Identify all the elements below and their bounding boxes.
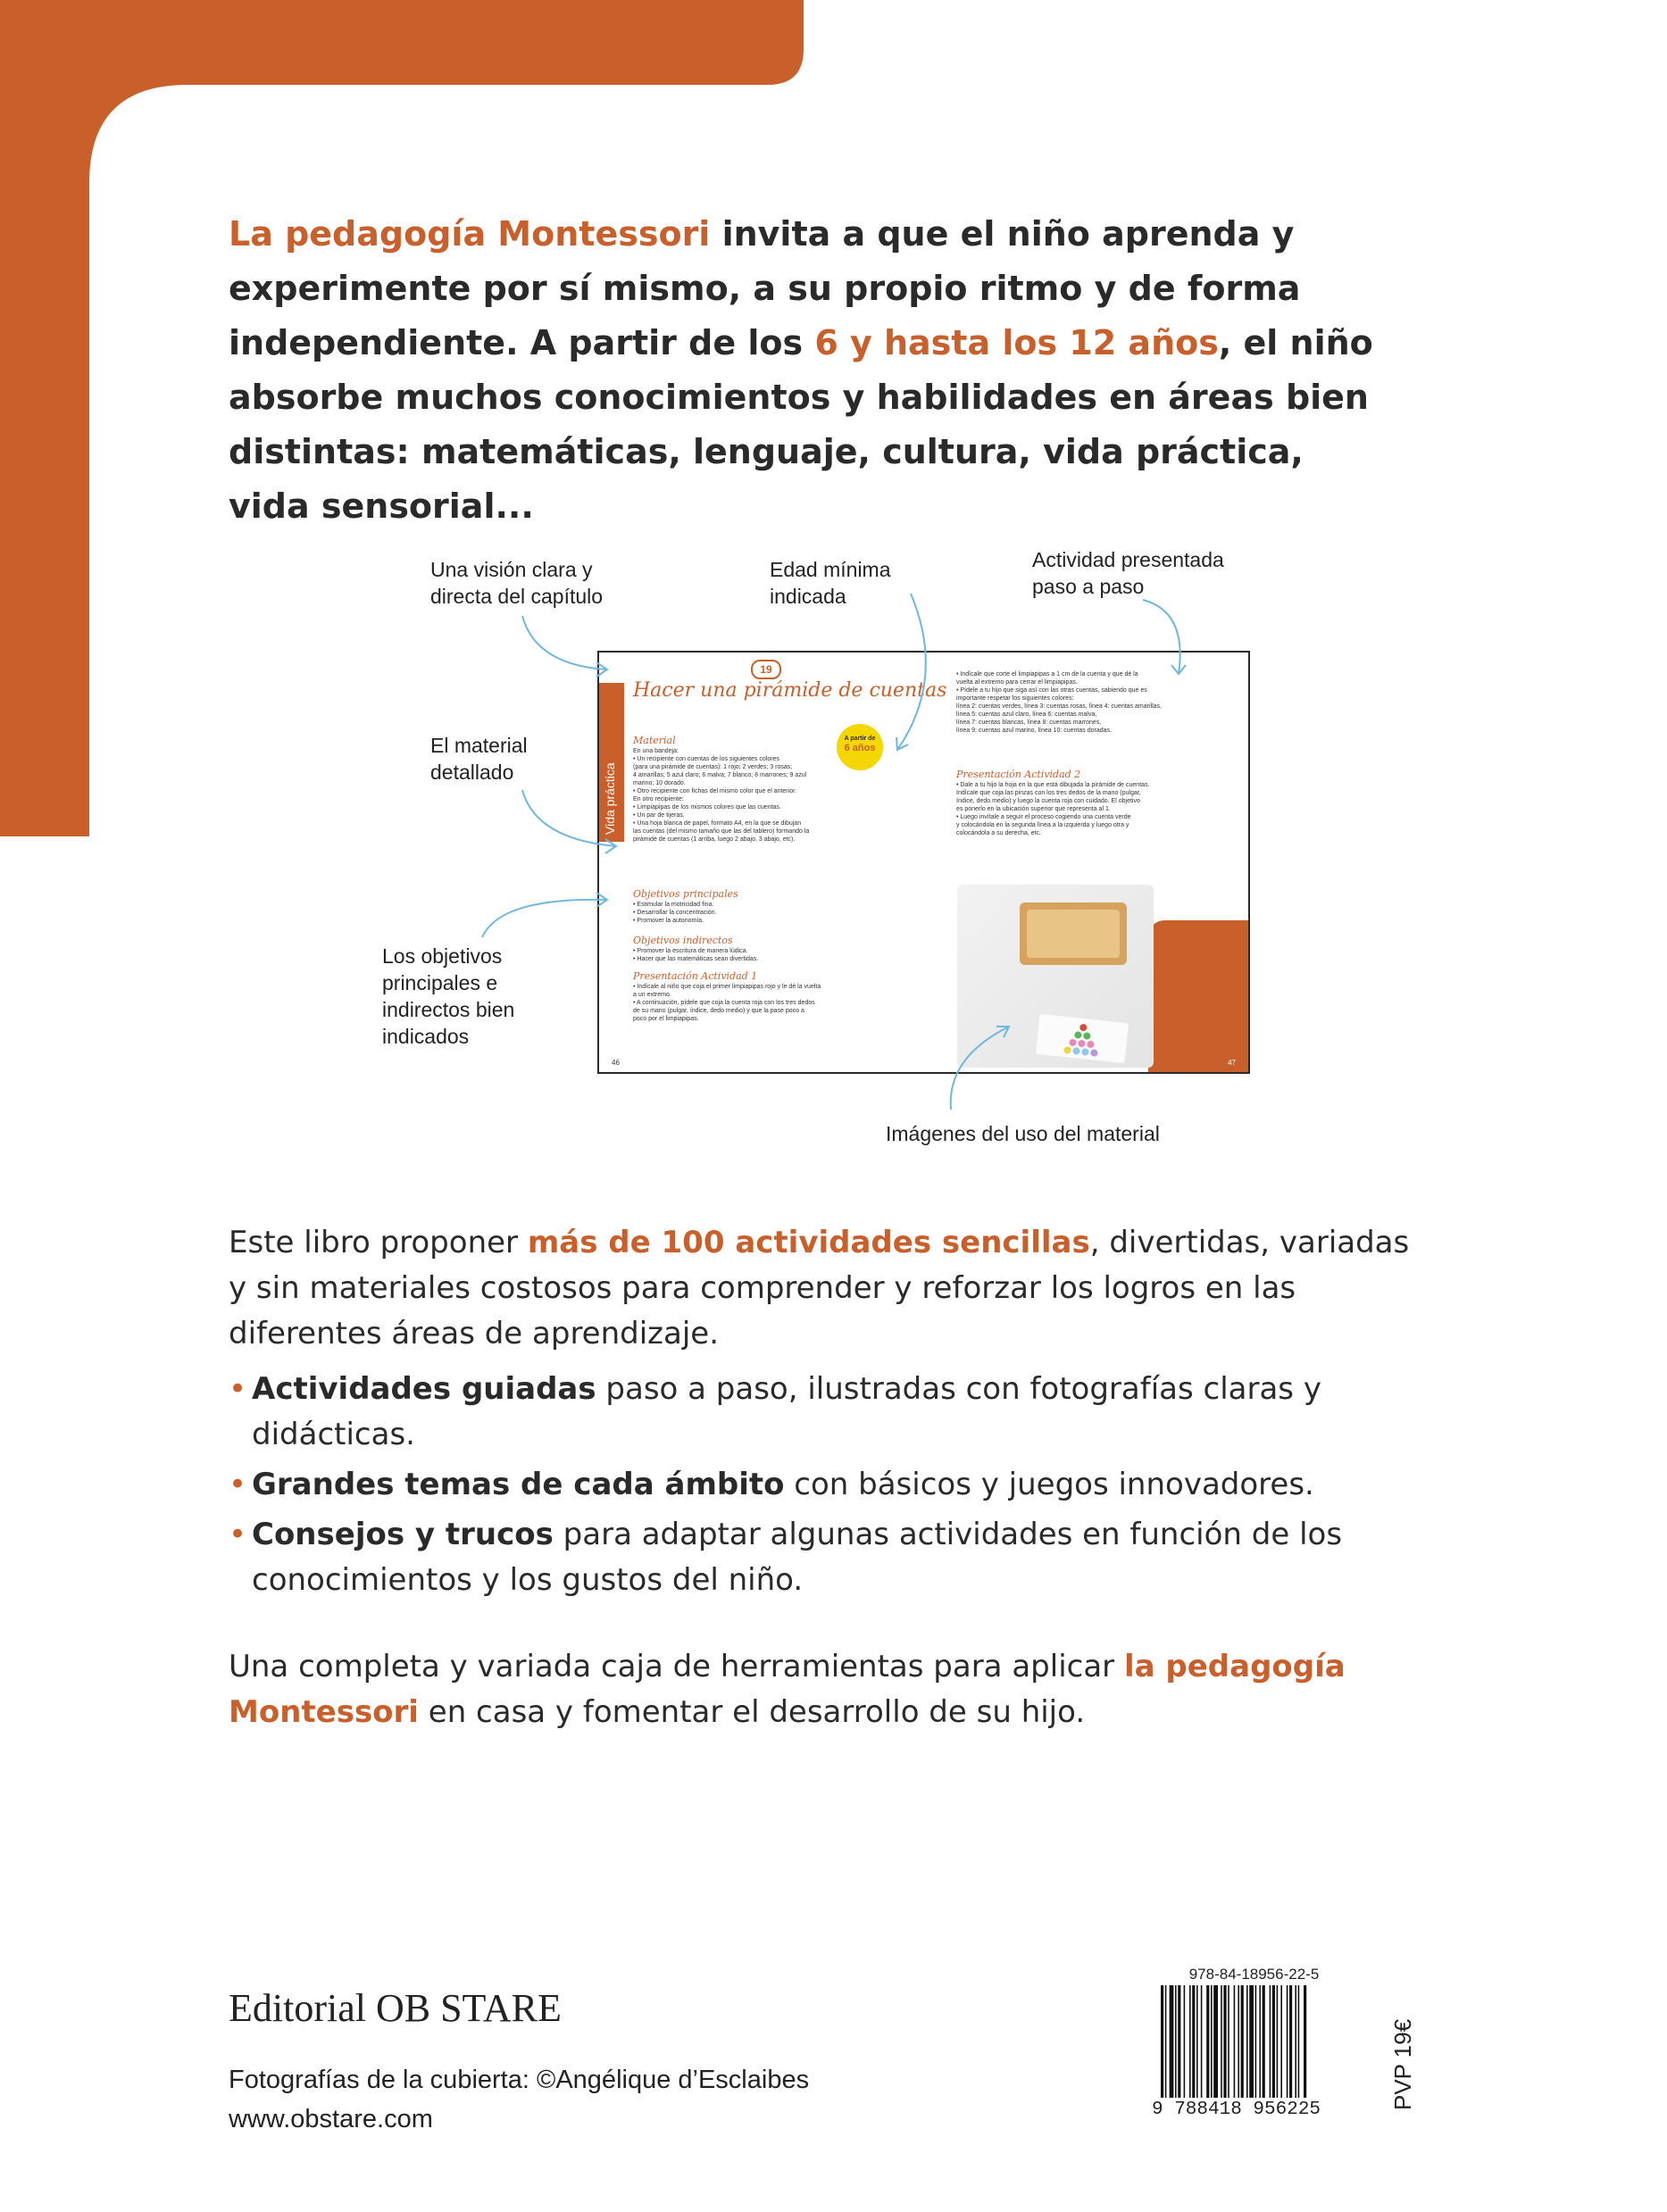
callout-imagenes: Imágenes del uso del material [886, 1122, 1160, 1145]
list-item [229, 1462, 1434, 1508]
barcode-bar [1234, 1985, 1236, 2098]
right-page-corner-block [1148, 920, 1248, 1074]
activity-title: Hacer una pirámide de cuentas [633, 679, 947, 702]
actividad-1-text: • Indícale al niño que coja el primer limpiapipas rojo y le dé la vuelta a un extremo. • A continuación, pídele que coja la cuenta roja con los tres dedos de su mano (pulgar, índice, dedo medio) y que la pase poco a poco por el limpiapipas. [633, 984, 821, 1022]
actividad-2-text: • Dale a tu hijo la hoja en la que está dibujada la pirámide de cuentas. Indícale que coja las pinzas con los tres dedos de la mano (pulgar, índice, dedo medio) y luego la cuenta roja con cuidado. El objetivo es ponerlo en la ubicación superior que representa al 1. • Luego invítale a seguir el proceso cogiendo una cuenta verde y colocándola en la segunda línea a la izquierda y luego otra y colocándola a su derecha, etc. [956, 782, 1150, 836]
section-objetivos: Objetivos principales [633, 888, 738, 900]
bullet-text: para adaptar algunas actividades en función de los conocimientos y los gustos del niño. [252, 1517, 1343, 1598]
isbn-text: 978-84-18956-22-5 [1188, 1966, 1320, 1983]
barcode-bar [1228, 1985, 1229, 2098]
intro-highlight-montessori: La pedagogía Montessori [229, 214, 711, 254]
p2-text-a: Una completa y variada caja de herramientas para aplicar [229, 1649, 1124, 1684]
barcode-bar [1287, 1985, 1288, 2098]
barcode-bar [1270, 1985, 1271, 2098]
barcode-bar [1304, 1985, 1306, 2098]
callout-actividad: Actividad presentada paso a paso [1032, 548, 1224, 598]
p1-text-c: , divertidas, variadas y sin materiales costosos para comprender y reforzar los logros en las diferentes áreas de aprendizaje. [229, 1225, 1410, 1351]
list-item [229, 1367, 1434, 1458]
barcode-bar [1196, 1985, 1198, 2098]
age-badge-value: 6 años [844, 743, 876, 753]
objetivos-text: • Estimular la motricidad fina. • Desarrollar la concentración. • Promover la autonomía. [633, 902, 717, 924]
barcode-bar [1280, 1985, 1282, 2098]
bullet-text: paso a paso, ilustradas con fotografías claras y didácticas. [252, 1371, 1321, 1452]
price-label: PVP 19€ [1389, 2018, 1416, 2110]
barcode-bar [1170, 1985, 1174, 2098]
book-spread-preview [597, 651, 1250, 1074]
body-paragraph-1 [229, 1220, 1434, 1357]
barcode-bar [1263, 1985, 1265, 2098]
barcode-bar [1289, 1985, 1292, 2098]
age-badge-label: A partir de [844, 736, 876, 742]
body-paragraph-2 [229, 1644, 1434, 1735]
photo-credits: Fotografías de la cubierta: ©Angélique d’Esclaibes [229, 2066, 810, 2094]
intro-highlight-ages: 6 y hasta los 12 años [814, 323, 1219, 362]
credits [229, 2060, 809, 2139]
barcode-bar [1249, 1985, 1254, 2098]
barcode-bar [1298, 1985, 1300, 2098]
bullet-bold: Consejos y trucos [252, 1517, 554, 1552]
barcode-bar [1238, 1985, 1239, 2098]
p2-highlight: la pedagogía Montessori [229, 1649, 1346, 1730]
barcode-bar [1206, 1985, 1209, 2098]
intro-paragraph [229, 207, 1389, 534]
callout-objetivos: Los objetivos principales e indirectos bien indicados [382, 944, 515, 1048]
barcode-bar [1277, 1985, 1279, 2098]
barcode-bar [1165, 1985, 1167, 2098]
bullet-bold: Grandes temas de cada ámbito [252, 1467, 785, 1502]
material-text: En una bandeja: • Un recipiente con cuentas de los siguientes colores (para una pirámide de cuentas): 1 rojo; 2 verdes; 3 rosas; 4 amarillas; 5 azul claro; 6 malva; 7 blanco; 8 marrones; 9 azul marino; 10 dorado. • Otro recipiente con fichas del mismo color que el anterior. En otro recipiente: • Limpiapipas de los mismos colores que las cuentas. • Un par de tijeras. • Una hoja blanca de papel, formato A4, en la que se dibujan las cuentas (del mismo tamaño que las del tablero) formando la pirámide de cuentas (1 arriba, luego 2 abajo, 3 abajo, etc). [633, 748, 810, 843]
barcode-bar [1178, 1985, 1180, 2098]
barcode-bar [1211, 1985, 1213, 2098]
intro-text-2: , el niño absorbe muchos conocimientos y habilidades en áreas bien distintas: matemáticas, lenguaje, cultura, vida práctica, vida sensorial... [229, 323, 1373, 526]
barcode-bar [1221, 1985, 1222, 2098]
publisher-name: Editorial OB STARE [229, 1986, 562, 2030]
p1-highlight: más de 100 actividades sencillas [527, 1225, 1090, 1260]
barcode-number: 9 788418 956225 [1152, 2100, 1321, 2120]
barcode-bar [1241, 1985, 1244, 2098]
barcode [1159, 1985, 1351, 2098]
callout-edad: Edad mínima indicada [770, 558, 891, 608]
bullet-dot: • [229, 1517, 247, 1552]
p2-text-c: en casa y fomentar el desarrollo de su hijo. [418, 1694, 1086, 1730]
website-link[interactable]: www.obstare.com [229, 2105, 433, 2133]
page-number-left: 46 [612, 1059, 620, 1067]
barcode-bar [1255, 1985, 1257, 2098]
section-actividad-2: Presentación Actividad 2 [956, 769, 1081, 780]
wooden-tray [1020, 902, 1127, 965]
section-actividad-1: Presentación Actividad 1 [633, 970, 758, 982]
barcode-bar [1272, 1985, 1275, 2098]
feature-list [229, 1367, 1434, 1608]
section-material: Material [633, 735, 676, 746]
barcode-bar [1184, 1985, 1186, 2098]
bullet-dot: • [229, 1371, 247, 1407]
bullet-text: con básicos y juegos innovadores. [784, 1467, 1314, 1502]
bullet-bold: Actividades guiadas [252, 1371, 596, 1407]
barcode-bar [1175, 1985, 1177, 2098]
barcode-bar [1161, 1985, 1163, 2098]
list-item [229, 1512, 1434, 1603]
activity-photo [957, 885, 1154, 1068]
callout-material: El material detallado [430, 734, 528, 784]
chapter-tab-label: Vida práctica [603, 762, 617, 835]
bead-pyramid-card [1036, 1014, 1129, 1063]
section-indirectos: Objetivos indirectos [633, 935, 733, 946]
bullet-dot: • [229, 1467, 247, 1502]
barcode-bar [1189, 1985, 1191, 2098]
intro-text-1: invita a que el niño aprenda y experimente por sí mismo, a su propio ritmo y de forma independiente. A partir de los [229, 214, 1301, 362]
chapter-tab [599, 683, 624, 842]
barcode-bar [1192, 1985, 1195, 2098]
barcode-bar [1246, 1985, 1248, 2098]
right-page-text: • Indícale que corte el limpiapipas a 1 cm de la cuenta y que dé la vuelta al extremo para cerrar el limpiapipas. • Pídele a tu hijo que siga así con las otras cuentas, sabiendo que es importante respetar los siguientes colores: línea 2: cuentas verdes, línea 3: cuentas rosas, línea 4: cuentas amarillas, línea 5: cuentas azul claro, línea 6: cuentas malva, línea 7: cuentas blancas, línea 8: cuentas marrones, línea 9: cuentas azul marino, línea 10: cuentas doradas. [956, 671, 1162, 734]
barcode-bar [1223, 1985, 1226, 2098]
p1-text-a: Este libro proponer [229, 1225, 528, 1260]
barcode-bar [1295, 1985, 1296, 2098]
barcode-bar [1259, 1985, 1261, 2098]
page-number-right: 47 [1228, 1059, 1236, 1067]
barcode-bar [1213, 1985, 1218, 2098]
activity-number-badge: 19 [751, 660, 781, 679]
indirectos-text: • Promover la escritura de manera lúdica. • Hacer que las matemáticas sean divertidas. [633, 948, 759, 962]
barcode-bar [1201, 1985, 1203, 2098]
callout-vision: Una visión clara y directa del capítulo [430, 558, 604, 608]
